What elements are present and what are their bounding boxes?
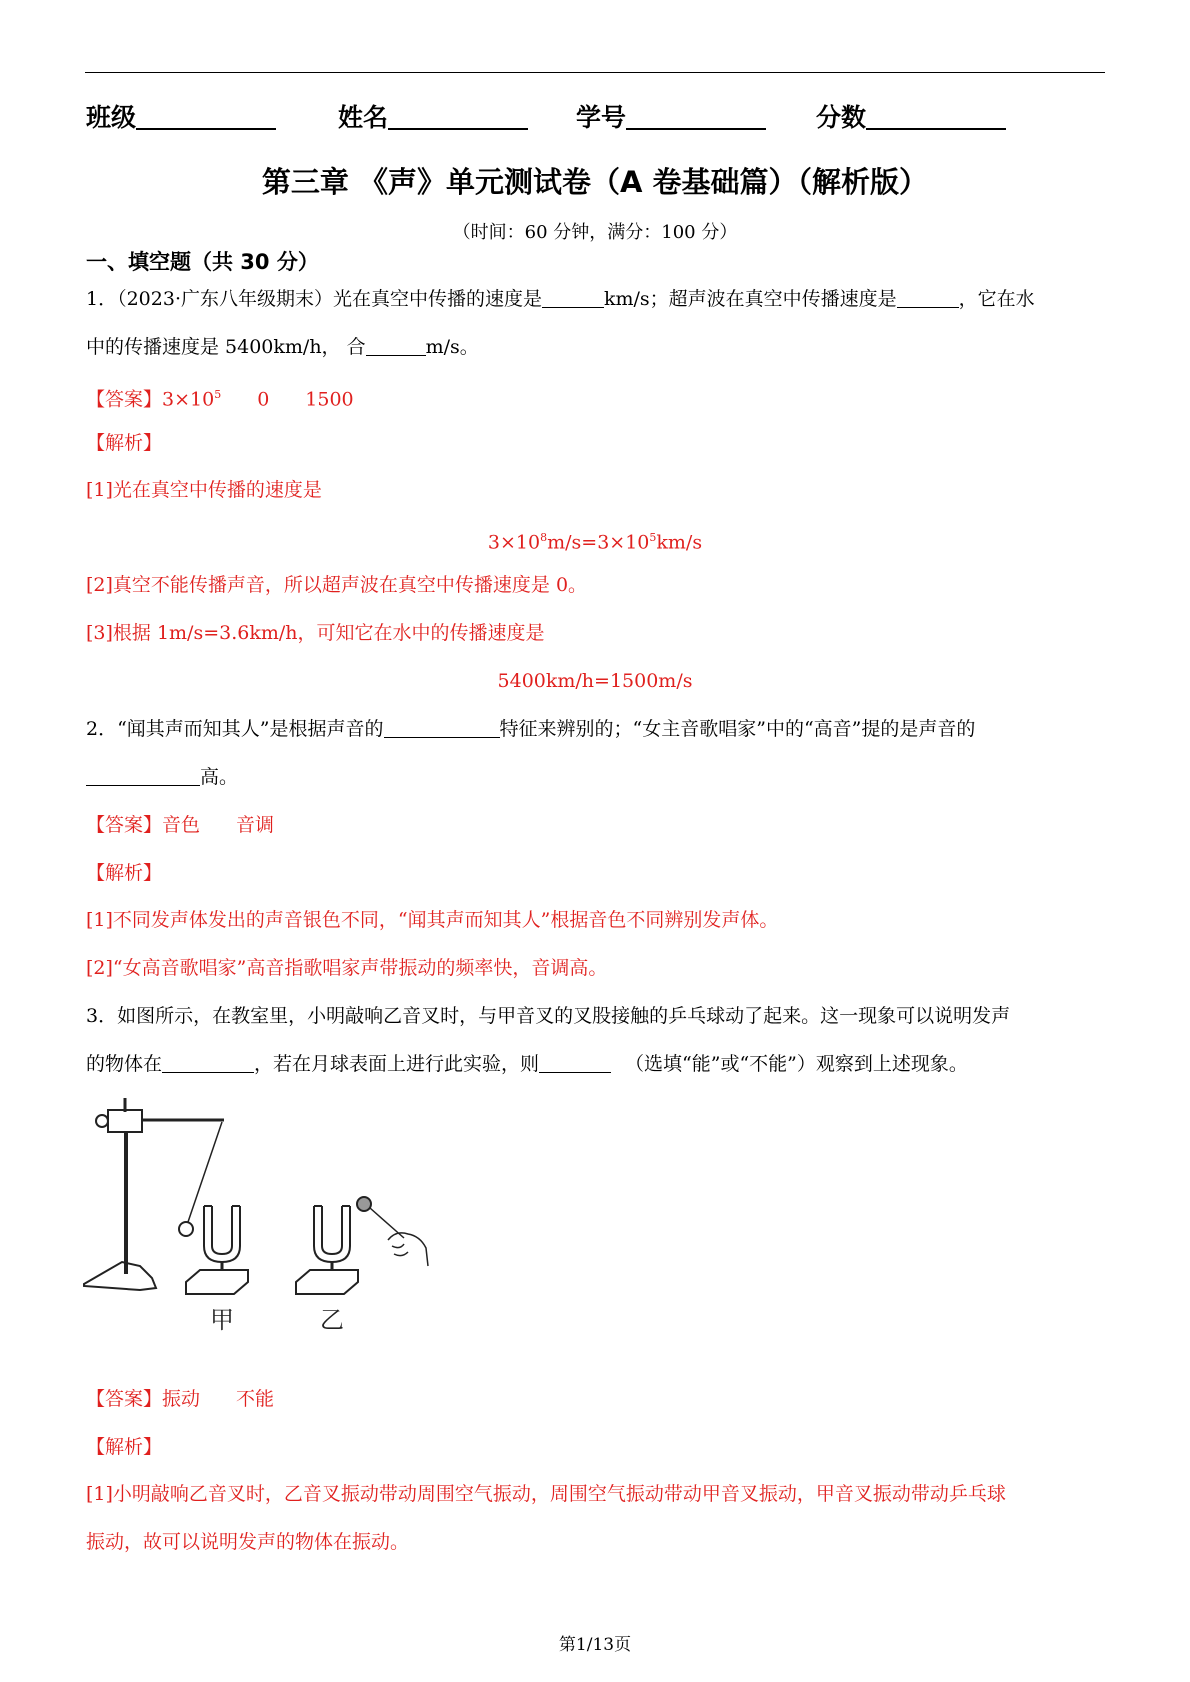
q1-formula-1: $3\times 10^8m/s=3\times 10^5km/s$	[487, 531, 703, 554]
hand-sketch	[388, 1233, 428, 1266]
q2-analysis-1: [1]不同发声体发出的声音银色不同，“闻其声而知其人”根据音色不同辨别发声体。	[86, 909, 779, 931]
q1-blank-2[interactable]	[897, 289, 959, 308]
q3-line2: 的物体在 ，若在月球表面上进行此实验，则 （选填“能”或“不能”）观察到上述现象。	[86, 1053, 968, 1075]
fork-yi-base	[296, 1270, 358, 1294]
q2-answer: 【答案】音色 音调	[86, 814, 275, 836]
score-blank[interactable]	[866, 106, 1006, 130]
student-id-field[interactable]: 学号	[576, 98, 766, 134]
q3-blank-2[interactable]	[539, 1054, 611, 1073]
name-field[interactable]: 姓名	[338, 98, 528, 134]
q1-line1: 1．（2023·广东八年级期末）光在真空中传播的速度是 km/s；超声波在真空中传播速度是 ，它在水	[86, 288, 1035, 310]
label-yi: 乙	[320, 1306, 344, 1334]
label-jia: 甲	[210, 1306, 234, 1334]
page-title: 第三章 《声》单元测试卷（A 卷基础篇）（解析版）	[261, 165, 929, 199]
fork-jia-base	[186, 1270, 248, 1294]
q1-answer: 【答案】$3\times 10^5$ 0 1500	[86, 388, 354, 411]
q2-line1: 2．“闻其声而知其人”是根据声音的 特征来辨别的；“女主音歌唱家”中的“高音”提的是声音的	[86, 718, 976, 740]
q2-line2: 高。	[86, 764, 238, 790]
q1-formula-2: 5400km/h=1500m/s	[497, 670, 693, 692]
student-id-blank[interactable]	[626, 106, 766, 130]
class-blank[interactable]	[136, 106, 276, 130]
section-title: 一、填空题（共 30 分）	[86, 250, 319, 274]
q1-line2: 中的传播速度是 5400km/h， 合 m/s。	[86, 336, 479, 358]
q3-analysis-2: 振动，故可以说明发声的物体在振动。	[86, 1531, 410, 1553]
name-blank[interactable]	[388, 106, 528, 130]
q3-answer: 【答案】振动 不能	[86, 1388, 275, 1410]
ping-pong-ball	[179, 1222, 193, 1236]
q1-analysis-3: [3]根据 1m/s=3.6km/h，可知它在水中的传播速度是	[86, 622, 545, 644]
header-rule	[85, 72, 1105, 73]
stand-clamp	[108, 1110, 142, 1132]
q1-analysis-label: 【解析】	[86, 432, 163, 454]
q2-blank-1[interactable]	[384, 719, 500, 738]
clamp-knob	[96, 1115, 108, 1127]
q2-analysis-label: 【解析】	[86, 862, 163, 884]
q1-blank-3[interactable]	[366, 337, 426, 356]
tuning-fork-yi	[314, 1206, 350, 1262]
mallet-head	[357, 1197, 371, 1211]
tuning-fork-figure	[82, 1098, 442, 1358]
q3-line1: 3．如图所示，在教室里，小明敲响乙音叉时，与甲音叉的叉股接触的乒乓球动了起来。这一现象可以说明发声	[86, 1005, 1011, 1027]
class-field[interactable]: 班级	[86, 98, 276, 134]
page-number: 第1/13页	[558, 1635, 632, 1655]
score-field[interactable]: 分数	[816, 98, 1006, 134]
q3-analysis-label: 【解析】	[86, 1436, 163, 1458]
tuning-fork-jia	[204, 1206, 240, 1262]
q2-blank-2[interactable]	[86, 767, 200, 786]
q1-analysis-2: [2]真空不能传播声音，所以超声波在真空中传播速度是 0。	[86, 574, 588, 596]
stand-base	[84, 1262, 156, 1290]
q2-analysis-2: [2]“女高音歌唱家”高音指歌唱家声带振动的频率快，音调高。	[86, 957, 608, 979]
q3-blank-1[interactable]	[162, 1054, 254, 1073]
q1-analysis-1: [1]光在真空中传播的速度是	[86, 479, 322, 501]
q1-blank-1[interactable]	[542, 289, 604, 308]
exam-duration: （时间：60 分钟，满分：100 分）	[452, 222, 738, 243]
q3-analysis-1: [1]小明敲响乙音叉时，乙音叉振动带动周围空气振动，周围空气振动带动甲音叉振动，甲音叉振动带动乒乓球	[86, 1483, 1006, 1505]
